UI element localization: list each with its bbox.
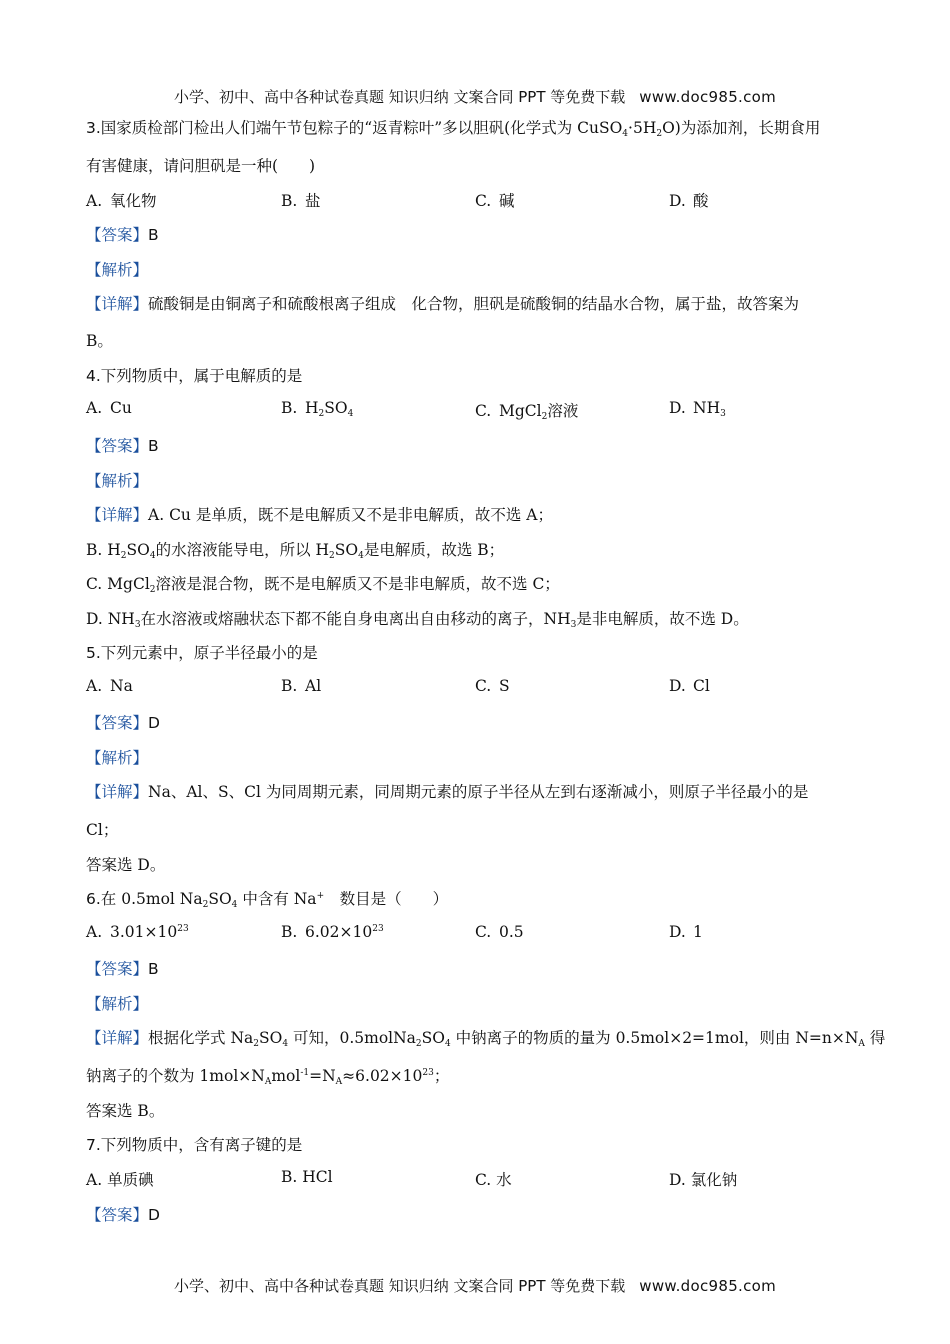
footer-text: 小学、初中、高中各种试卷真题 知识归纳 文案合同 PPT 等免费下载 [173,1277,626,1295]
header-text: 小学、初中、高中各种试卷真题 知识归纳 文案合同 PPT 等免费下载 [173,88,626,106]
q5-option-d: D. Cl [669,677,710,695]
q4-answer: 【答案】B [86,437,159,455]
q5-analysis-label: 【解析】 [86,749,149,767]
q6-option-a: A. $3.01\times 10^{23}$ [86,923,189,941]
q3-analysis-label: 【解析】 [86,261,149,279]
q6-conclusion: 答案选 B。 [86,1102,165,1120]
q6-option-d: D. 1 [669,923,703,941]
q5-option-a: A. Na [86,677,133,695]
q7-option-d: D. 氯化钠 [669,1171,738,1189]
footer-url: www.doc985.com [639,1277,777,1295]
q5-answer: 【答案】D [86,714,160,732]
q3-detail: 【详解】硫酸铜是由铜离子和硫酸根离子组成 化合物，胆矾是硫酸铜的结晶水合物，属于盐，故答案为 [86,295,800,313]
q3-option-c: C. 碱 [475,192,515,210]
q4-detail-a: 【详解】A. Cu 是单质，既不是电解质又不是非电解质，故不选 A； [86,506,553,524]
header-url: www.doc985.com [639,88,777,106]
q3-option-a: A. 氧化物 [86,192,157,210]
q3-stem-line2: 有害健康，请问胆矾是一种( ) [86,157,316,175]
q4-option-a: A. Cu [86,399,132,417]
q6-analysis-label: 【解析】 [86,995,149,1013]
q4-analysis-label: 【解析】 [86,472,149,490]
q5-option-b: B. Al [281,677,322,695]
q7-option-b: B. HCl [281,1168,333,1186]
q4-detail-b: B. $H_2SO_4$的水溶液能导电，所以 $H_2SO_4$是电解质，故选 B； [86,541,505,561]
q7-stem: 7.下列物质中，含有离子键的是 [86,1136,303,1154]
q3-option-d: D. 酸 [669,192,709,210]
q6-detail-line2: 钠离子的个数为 $1mol\times N_Amol^{-1}=N_A\approx 6.02\times 10^{23}$； [86,1067,450,1087]
q7-option-a: A. 单质碘 [86,1171,154,1189]
q7-answer: 【答案】D [86,1206,160,1224]
page-header [0,86,950,107]
q4-stem: 4.下列物质中，属于电解质的是 [86,367,303,385]
q3-stem: 3.国家质检部门检出人们端午节包粽子的“返青粽叶”多以胆矾(化学式为 $CuSO_4\cdot 5H_2O$)为添加剂，长期食用 [86,119,821,139]
q4-option-d: D. $NH_3$ [669,399,726,419]
q5-detail: 【详解】Na、Al、S、Cl 为同周期元素，同周期元素的原子半径从左到右逐渐减小，则原子半径最小的是 [86,783,809,801]
q3-answer: 【答案】B [86,226,159,244]
q5-stem: 5.下列元素中，原子半径最小的是 [86,644,318,662]
q6-option-c: C. 0.5 [475,923,524,941]
q5-option-c: C. S [475,677,510,695]
q4-detail-c: C. MgCl$_2$溶液是混合物，既不是电解质又不是非电解质，故不选 C； [86,575,560,595]
q3-option-b: B. 盐 [281,192,321,210]
q3-detail-line2: B。 [86,332,113,350]
q6-detail: 【详解】根据化学式 $Na_2SO_4$ 可知，$0.5molNa_2SO_4$ 中钠离子的物质的量为 0.5mol×2=1mol，则由 $N=n\times N_A$ 得 [86,1029,886,1049]
page-footer [0,1275,950,1296]
q4-option-c: C. MgCl$_2$溶液 [475,402,579,422]
q5-conclusion: 答案选 D。 [86,856,166,874]
q7-option-c: C. 水 [475,1171,512,1189]
q4-option-b: B. $H_2SO_4$ [281,399,354,419]
q6-option-b: B. $6.02\times 10^{23}$ [281,923,384,941]
q6-stem: 6.在 0.5mol $Na_2SO_4$ 中含有 Na+ 数目是（ ） [86,890,449,910]
q4-detail-d: D. $NH_3$在水溶液或熔融状态下都不能自身电离出自由移动的离子，$NH_3$是非电解质，故不选 D。 [86,610,749,630]
q6-answer: 【答案】B [86,960,159,978]
q5-detail-line2: Cl； [86,821,119,839]
